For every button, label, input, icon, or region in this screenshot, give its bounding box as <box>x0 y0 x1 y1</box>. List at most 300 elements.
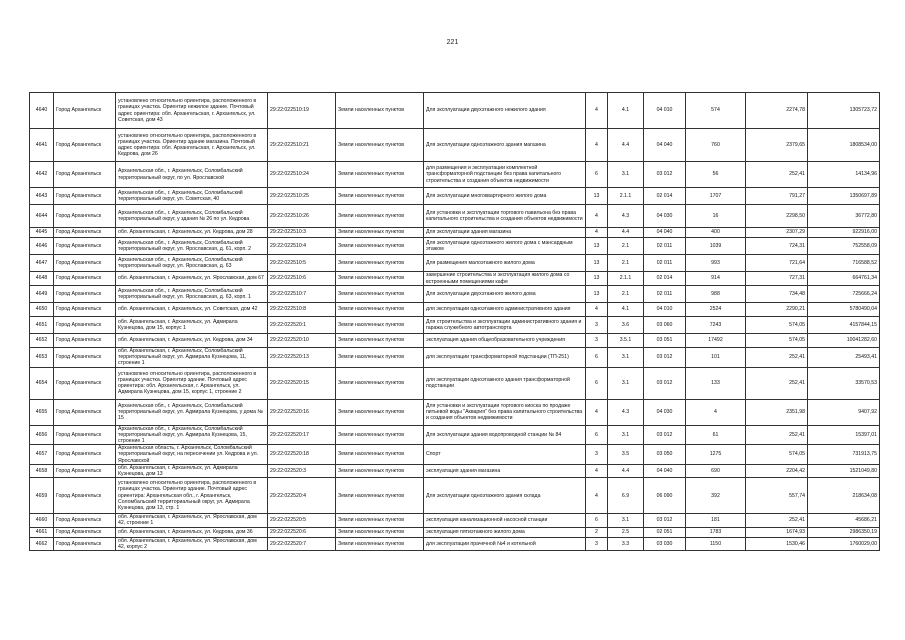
land-registry-table <box>29 92 880 551</box>
cell-cadastral-number: 29:22:022520:4 <box>268 478 336 514</box>
cell-city: Город Архангельск <box>54 334 116 348</box>
cell-address: Архангельская обл., г. Архангельск, Соломбальский территориальный округ, ул. Ярославская, д. 63, корп. 1 <box>116 286 268 303</box>
cell-row-number: 4654 <box>30 367 54 399</box>
cell-city: Город Архангельск <box>54 537 116 550</box>
cell-cadastral-number: 29:22:022520:17 <box>268 425 336 445</box>
cell-cadastral-value: 4157844,15 <box>808 317 880 334</box>
cell-specific-value: 252,41 <box>746 367 808 399</box>
cell-land-category: Земли населенных пунктов <box>336 478 424 514</box>
cell-cadastral-value: 1808534,00 <box>808 129 880 162</box>
cell-city: Город Архангельск <box>54 272 116 286</box>
cell-subgroup: 2.1.1 <box>608 188 644 205</box>
cell-row-number: 4652 <box>30 334 54 348</box>
cell-land-category: Земли населенных пунктов <box>336 162 424 188</box>
cell-cadastral-number: 29:22:022510:8 <box>268 303 336 317</box>
cell-area: 1707 <box>686 188 746 205</box>
cell-cadastral-value: 725666,24 <box>808 286 880 303</box>
cell-cadastral-number: 29:22:022520:13 <box>268 348 336 368</box>
cell-cadastral-value: 25493,41 <box>808 348 880 368</box>
cell-area: 56 <box>686 162 746 188</box>
cell-cadastral-value: 14134,96 <box>808 162 880 188</box>
cell-subgroup: 4.4 <box>608 129 644 162</box>
cell-city: Город Архангельск <box>54 255 116 272</box>
cell-group: 4 <box>586 464 608 477</box>
cell-use-code: 04 040 <box>644 228 686 238</box>
cell-permitted-use: Спорт <box>424 445 586 465</box>
cell-area: 993 <box>686 255 746 272</box>
cell-row-number: 4644 <box>30 205 54 228</box>
cell-subgroup: 2.1 <box>608 286 644 303</box>
cell-address: Архангельская обл., г. Архангельск, Соломбальский территориальный округ, у здания № 26 по ул. Кедрова <box>116 205 268 228</box>
cell-address: установлено относительно ориентира, расположенного в границах участка. Ориентир здание. Почтовый адрес ориентира: Архангельская обл., г. Архангельск, Соломбальский территориальный округ, ул. Адмирала Кузнецова, дом 13, стр. 1 <box>116 478 268 514</box>
cell-use-code: 03 012 <box>644 348 686 368</box>
table-row <box>30 286 880 303</box>
cell-row-number: 4650 <box>30 303 54 317</box>
cell-cadastral-number: 29:22:022510:25 <box>268 188 336 205</box>
cell-land-category: Земли населенных пунктов <box>336 93 424 129</box>
cell-row-number: 4640 <box>30 93 54 129</box>
cell-specific-value: 2298,50 <box>746 205 808 228</box>
cell-subgroup: 2.1 <box>608 238 644 255</box>
cell-cadastral-value: 752558,09 <box>808 238 880 255</box>
cell-address: обл. Архангельская, г. Архангельск, ул. Советская, дом 42 <box>116 303 268 317</box>
cell-cadastral-value: 1760029,00 <box>808 537 880 550</box>
cell-land-category: Земли населенных пунктов <box>336 334 424 348</box>
cell-area: 690 <box>686 464 746 477</box>
cell-cadastral-value: 36772,80 <box>808 205 880 228</box>
cell-area: 392 <box>686 478 746 514</box>
table-row <box>30 317 880 334</box>
cell-subgroup: 4.3 <box>608 205 644 228</box>
cell-group: 13 <box>586 255 608 272</box>
cell-use-code: 04 030 <box>644 205 686 228</box>
registry-body <box>30 93 880 551</box>
cell-use-code: 03 012 <box>644 367 686 399</box>
cell-use-code: 03 051 <box>644 334 686 348</box>
cell-land-category: Земли населенных пунктов <box>336 255 424 272</box>
cell-specific-value: 791,27 <box>746 188 808 205</box>
cell-city: Город Архангельск <box>54 367 116 399</box>
cell-land-category: Земли населенных пунктов <box>336 537 424 550</box>
cell-specific-value: 1674,93 <box>746 527 808 537</box>
cell-row-number: 4653 <box>30 348 54 368</box>
cell-row-number: 4643 <box>30 188 54 205</box>
cell-address: обл. Архангельская, г. Архангельск, ул. Ярославская, дом 67 <box>116 272 268 286</box>
cell-cadastral-value: 10041282,60 <box>808 334 880 348</box>
cell-address: обл. Архангельская, г. Архангельск, ул. Адмирала Кузнецова, дом 15, корпус 1 <box>116 317 268 334</box>
cell-cadastral-value: 9407,92 <box>808 399 880 425</box>
cell-city: Город Архангельск <box>54 303 116 317</box>
cell-permitted-use: эксплуатация канализационной насосной станции <box>424 514 586 527</box>
cell-cadastral-number: 29:22:022510:19 <box>268 93 336 129</box>
cell-address: установлено относительно ориентира, расположенного в границах участка. Ориентир здание. Почтовый адрес ориентира: обл. Архангельская, г. Архангельск, ул. Адмирала Кузнецова, дом 15, корпус 1, строение 2 <box>116 367 268 399</box>
cell-specific-value: 2379,65 <box>746 129 808 162</box>
cell-use-code: 03 030 <box>644 537 686 550</box>
cell-use-code: 04 040 <box>644 129 686 162</box>
cell-group: 13 <box>586 188 608 205</box>
cell-group: 6 <box>586 425 608 445</box>
cell-cadastral-value: 2986350,19 <box>808 527 880 537</box>
cell-subgroup: 3.6 <box>608 317 644 334</box>
cell-area: 2524 <box>686 303 746 317</box>
cell-permitted-use: Для эксплуатации двухэтажного нежилого здания <box>424 93 586 129</box>
cell-permitted-use: для эксплуатации одноэтажного здания трансформаторной подстанции <box>424 367 586 399</box>
cell-subgroup: 4.4 <box>608 228 644 238</box>
cell-group: 3 <box>586 445 608 465</box>
cell-subgroup: 4.1 <box>608 303 644 317</box>
cell-cadastral-number: 29:22:022510:5 <box>268 255 336 272</box>
cell-use-code: 03 060 <box>644 317 686 334</box>
cell-area: 4 <box>686 399 746 425</box>
table-row <box>30 228 880 238</box>
cell-use-code: 02 051 <box>644 527 686 537</box>
cell-area: 17492 <box>686 334 746 348</box>
cell-address: Архангельская область, г. Архангельск, Соломбальский территориальный округ, на пересечении ул. Кедрова и ул. Ярославской <box>116 445 268 465</box>
cell-specific-value: 721,64 <box>746 255 808 272</box>
cell-land-category: Земли населенных пунктов <box>336 425 424 445</box>
cell-cadastral-value: 1521049,80 <box>808 464 880 477</box>
cell-group: 6 <box>586 514 608 527</box>
cell-specific-value: 252,41 <box>746 514 808 527</box>
cell-use-code: 02 011 <box>644 255 686 272</box>
cell-city: Город Архангельск <box>54 317 116 334</box>
cell-land-category: Земли населенных пунктов <box>336 527 424 537</box>
cell-city: Город Архангельск <box>54 286 116 303</box>
table-row <box>30 93 880 129</box>
cell-cadastral-number: 29:22:022510:6 <box>268 272 336 286</box>
cell-cadastral-value: 664761,34 <box>808 272 880 286</box>
cell-city: Город Архангельск <box>54 205 116 228</box>
cell-address: обл. Архангельская, г. Архангельск, ул. Кедрова, дом 34 <box>116 334 268 348</box>
table-row <box>30 537 880 550</box>
cell-city: Город Архангельск <box>54 425 116 445</box>
cell-subgroup: 3.5.1 <box>608 334 644 348</box>
cell-land-category: Земли населенных пунктов <box>336 464 424 477</box>
cell-address: Архангельская обл., г. Архангельск, Соломбальский территориальный округ, ул. Адмирала Кузнецова, 15, строение 1 <box>116 425 268 445</box>
cell-area: 7243 <box>686 317 746 334</box>
cell-area: 988 <box>686 286 746 303</box>
cell-subgroup: 3.1 <box>608 162 644 188</box>
cell-cadastral-value: 218634,08 <box>808 478 880 514</box>
cell-city: Город Архангельск <box>54 162 116 188</box>
cell-group: 4 <box>586 228 608 238</box>
cell-row-number: 4656 <box>30 425 54 445</box>
cell-permitted-use: для эксплуатации трансформаторной подстанции (ТП-251) <box>424 348 586 368</box>
cell-use-code: 02 014 <box>644 188 686 205</box>
cell-row-number: 4651 <box>30 317 54 334</box>
cell-use-code: 02 014 <box>644 272 686 286</box>
table-row <box>30 162 880 188</box>
cell-use-code: 03 012 <box>644 514 686 527</box>
cell-city: Город Архангельск <box>54 445 116 465</box>
cell-row-number: 4647 <box>30 255 54 272</box>
cell-specific-value: 2351,98 <box>746 399 808 425</box>
cell-group: 2 <box>586 527 608 537</box>
cell-specific-value: 2204,42 <box>746 464 808 477</box>
cell-land-category: Земли населенных пунктов <box>336 129 424 162</box>
cell-row-number: 4657 <box>30 445 54 465</box>
cell-subgroup: 4.1 <box>608 93 644 129</box>
cell-area: 914 <box>686 272 746 286</box>
cell-area: 101 <box>686 348 746 368</box>
cell-cadastral-number: 29:22:022510:26 <box>268 205 336 228</box>
table-row <box>30 303 880 317</box>
cell-row-number: 4661 <box>30 527 54 537</box>
table-row <box>30 205 880 228</box>
cell-specific-value: 252,41 <box>746 348 808 368</box>
cell-specific-value: 252,41 <box>746 425 808 445</box>
cell-area: 133 <box>686 367 746 399</box>
cell-city: Город Архангельск <box>54 348 116 368</box>
cell-area: 574 <box>686 93 746 129</box>
cell-row-number: 4662 <box>30 537 54 550</box>
cell-address: обл. Архангельская, г. Архангельск, ул. Ярославская, дом 42, строение 1 <box>116 514 268 527</box>
cell-row-number: 4659 <box>30 478 54 514</box>
table-row <box>30 188 880 205</box>
cell-cadastral-number: 29:22:022520:18 <box>268 445 336 465</box>
table-row <box>30 367 880 399</box>
cell-cadastral-number: 29:22:022520:7 <box>268 537 336 550</box>
cell-cadastral-value: 716588,52 <box>808 255 880 272</box>
cell-row-number: 4645 <box>30 228 54 238</box>
cell-use-code: 06 090 <box>644 478 686 514</box>
cell-specific-value: 557,74 <box>746 478 808 514</box>
cell-cadastral-value: 45686,21 <box>808 514 880 527</box>
cell-specific-value: 2274,78 <box>746 93 808 129</box>
cell-permitted-use: Для установки и эксплуатации торгового павильона без права капитального строительства и создания объектов недвижимости <box>424 205 586 228</box>
cell-cadastral-value: 33570,53 <box>808 367 880 399</box>
cell-permitted-use: Для размещения малоэтажного жилого дома <box>424 255 586 272</box>
cell-address: обл. Архангельская, г. Архангельск, ул. Кедрова, дом 36 <box>116 527 268 537</box>
table-row <box>30 334 880 348</box>
cell-address: обл. Архангельская, г. Архангельск, ул. Кедрова, дом 28 <box>116 228 268 238</box>
table-row <box>30 445 880 465</box>
cell-subgroup: 3.1 <box>608 514 644 527</box>
cell-address: Архангельская обл., г. Архангельск, Соломбальский территориальный округ, ул. Ярославская, д. 61, корп. 2 <box>116 238 268 255</box>
cell-land-category: Земли населенных пунктов <box>336 286 424 303</box>
cell-city: Город Архангельск <box>54 129 116 162</box>
cell-subgroup: 4.3 <box>608 399 644 425</box>
cell-row-number: 4649 <box>30 286 54 303</box>
cell-use-code: 04 010 <box>644 93 686 129</box>
cell-group: 4 <box>586 478 608 514</box>
cell-group: 6 <box>586 367 608 399</box>
cell-land-category: Земли населенных пунктов <box>336 348 424 368</box>
cell-area: 760 <box>686 129 746 162</box>
cell-permitted-use: эксплуатация здания общеобразовательного учреждения <box>424 334 586 348</box>
cell-subgroup: 3.3 <box>608 537 644 550</box>
cell-city: Город Архангельск <box>54 464 116 477</box>
table-row <box>30 527 880 537</box>
cell-permitted-use: эксплуатация здания магазина <box>424 464 586 477</box>
cell-cadastral-value: 922916,00 <box>808 228 880 238</box>
cell-subgroup: 2.1.1 <box>608 272 644 286</box>
cell-area: 16 <box>686 205 746 228</box>
cell-address: Архангельская обл., г. Архангельск, Соломбальский территориальный округ, ул. Советская, 40 <box>116 188 268 205</box>
table-row <box>30 478 880 514</box>
table-row <box>30 348 880 368</box>
cell-area: 1150 <box>686 537 746 550</box>
cell-permitted-use: Для эксплуатации здания магазина <box>424 228 586 238</box>
cell-group: 13 <box>586 238 608 255</box>
cell-permitted-use: Для эксплуатации одноэтажного здания склада <box>424 478 586 514</box>
cell-specific-value: 574,05 <box>746 317 808 334</box>
cell-cadastral-number: 29:22:022520:3 <box>268 464 336 477</box>
cell-use-code: 02 011 <box>644 286 686 303</box>
cell-cadastral-number: 29:22:022520:6 <box>268 527 336 537</box>
cell-specific-value: 2307,29 <box>746 228 808 238</box>
cell-group: 3 <box>586 537 608 550</box>
table-row <box>30 255 880 272</box>
cell-use-code: 03 050 <box>644 445 686 465</box>
cell-cadastral-number: 29:22:022520:16 <box>268 399 336 425</box>
cell-row-number: 4660 <box>30 514 54 527</box>
cell-specific-value: 574,05 <box>746 445 808 465</box>
cell-cadastral-value: 1305723,72 <box>808 93 880 129</box>
cell-area: 1039 <box>686 238 746 255</box>
cell-address: обл. Архангельская, г. Архангельск, ул. Адмирала Кузнецова, дом 13 <box>116 464 268 477</box>
cell-land-category: Земли населенных пунктов <box>336 228 424 238</box>
cell-land-category: Земли населенных пунктов <box>336 514 424 527</box>
cell-area: 1275 <box>686 445 746 465</box>
cell-land-category: Земли населенных пунктов <box>336 205 424 228</box>
cell-land-category: Земли населенных пунктов <box>336 367 424 399</box>
cell-permitted-use: завершение строительства и эксплуатация жилого дома со встроенными помещениями кафе <box>424 272 586 286</box>
cell-city: Город Архангельск <box>54 93 116 129</box>
cell-permitted-use: Для эксплуатации одноэтажного здания магазина <box>424 129 586 162</box>
cell-cadastral-value: 15397,01 <box>808 425 880 445</box>
cell-group: 3 <box>586 317 608 334</box>
table-row <box>30 238 880 255</box>
cell-address: Архангельская обл., г. Архангельск, Соломбальский территориальный округ, ул. Адмирала Кузнецова, у дома № 15 <box>116 399 268 425</box>
cell-permitted-use: Для установки и эксплуатации торгового киоска по продаже питьевой воды "Аквария" без права капитального строительства и создания объектов недвижимости <box>424 399 586 425</box>
cell-use-code: 04 040 <box>644 464 686 477</box>
cell-land-category: Земли населенных пунктов <box>336 399 424 425</box>
table-row <box>30 425 880 445</box>
cell-cadastral-number: 29:22:022510:21 <box>268 129 336 162</box>
cell-cadastral-number: 29:22:022510:7 <box>268 286 336 303</box>
cell-land-category: Земли населенных пунктов <box>336 238 424 255</box>
cell-group: 4 <box>586 129 608 162</box>
cell-subgroup: 2.5 <box>608 527 644 537</box>
cell-row-number: 4658 <box>30 464 54 477</box>
cell-cadastral-number: 29:22:022520:10 <box>268 334 336 348</box>
cell-cadastral-number: 29:22:022510:3 <box>268 228 336 238</box>
cell-subgroup: 3.1 <box>608 367 644 399</box>
cell-row-number: 4648 <box>30 272 54 286</box>
cell-city: Город Архангельск <box>54 514 116 527</box>
cell-address: Архангельская обл., г. Архангельск, Соломбальский территориальный округ, по ул. Ярославской <box>116 162 268 188</box>
cell-subgroup: 2.1 <box>608 255 644 272</box>
cell-cadastral-value: 731913,75 <box>808 445 880 465</box>
cell-group: 4 <box>586 303 608 317</box>
cell-land-category: Земли населенных пунктов <box>336 272 424 286</box>
cell-city: Город Архангельск <box>54 399 116 425</box>
cell-permitted-use: эксплуатация пятиэтажного жилого дома <box>424 527 586 537</box>
cell-cadastral-number: 29:22:022510:4 <box>268 238 336 255</box>
cell-area: 400 <box>686 228 746 238</box>
cell-specific-value: 574,05 <box>746 334 808 348</box>
cell-group: 3 <box>586 334 608 348</box>
cell-specific-value: 734,48 <box>746 286 808 303</box>
table-row <box>30 514 880 527</box>
cell-cadastral-number: 29:22:022520:5 <box>268 514 336 527</box>
cell-permitted-use: Для эксплуатации здания водопроводной станции № 84 <box>424 425 586 445</box>
cell-land-category: Земли населенных пунктов <box>336 188 424 205</box>
cell-subgroup: 3.1 <box>608 425 644 445</box>
cell-area: 181 <box>686 514 746 527</box>
cell-cadastral-number: 29:22:022520:1 <box>268 317 336 334</box>
table-row <box>30 464 880 477</box>
cell-specific-value: 2290,21 <box>746 303 808 317</box>
cell-permitted-use: Для эксплуатации многоквартирного жилого дома <box>424 188 586 205</box>
cell-group: 6 <box>586 162 608 188</box>
cell-use-code: 04 010 <box>644 303 686 317</box>
cell-specific-value: 252,41 <box>746 162 808 188</box>
table-row <box>30 399 880 425</box>
cell-subgroup: 3.5 <box>608 445 644 465</box>
cell-address: установлено относительно ориентира, расположенного в границах участка. Ориентир нежилое здание. Почтовый адрес ориентира: обл. Архангельская, г. Архангельск, ул. Советская, дом 43 <box>116 93 268 129</box>
cell-group: 6 <box>586 348 608 368</box>
cell-row-number: 4646 <box>30 238 54 255</box>
cell-permitted-use: Для эксплуатации двухэтажного жилого дома <box>424 286 586 303</box>
cell-city: Город Архангельск <box>54 228 116 238</box>
cell-city: Город Архангельск <box>54 527 116 537</box>
table-row <box>30 129 880 162</box>
cell-address: обл. Архангельская, г. Архангельск, ул. Ярославская, дом 42, корпус 2 <box>116 537 268 550</box>
cell-row-number: 4655 <box>30 399 54 425</box>
cell-permitted-use: для эксплуатации одноэтажного административного здания <box>424 303 586 317</box>
cell-group: 4 <box>586 205 608 228</box>
cell-use-code: 03 012 <box>644 425 686 445</box>
cell-row-number: 4641 <box>30 129 54 162</box>
cell-subgroup: 3.1 <box>608 348 644 368</box>
cell-group: 13 <box>586 272 608 286</box>
cell-cadastral-value: 1350697,89 <box>808 188 880 205</box>
cell-land-category: Земли населенных пунктов <box>336 445 424 465</box>
cell-address: установлено относительно ориентира, расположенного в границах участка. Ориентир здание магазина. Почтовый адрес ориентира: обл. Архангельская, г. Архангельск, ул. Кедрова, дом 26 <box>116 129 268 162</box>
cell-group: 4 <box>586 93 608 129</box>
cell-specific-value: 724,31 <box>746 238 808 255</box>
cell-land-category: Земли населенных пунктов <box>336 317 424 334</box>
cell-subgroup: 6.9 <box>608 478 644 514</box>
cell-specific-value: 1530,46 <box>746 537 808 550</box>
cell-permitted-use: для размещения и эксплуатации комплектной трансформаторной подстанции без права капитального строительства и создания объектов недвижимости <box>424 162 586 188</box>
cell-subgroup: 4.4 <box>608 464 644 477</box>
cell-specific-value: 727,31 <box>746 272 808 286</box>
cell-land-category: Земли населенных пунктов <box>336 303 424 317</box>
cell-group: 4 <box>586 399 608 425</box>
cell-cadastral-value: 5780490,04 <box>808 303 880 317</box>
cell-use-code: 03 012 <box>644 162 686 188</box>
cell-use-code: 02 011 <box>644 238 686 255</box>
cell-permitted-use: Для эксплуатации одноэтажного жилого дома с мансардным этажом <box>424 238 586 255</box>
cell-area: 61 <box>686 425 746 445</box>
cell-permitted-use: Для строительства и эксплуатации административного здания и гаража служебного автотранспорта <box>424 317 586 334</box>
cell-address: Архангельская обл., г. Архангельск, Соломбальский территориальный округ, ул. Ярославская, д. 63 <box>116 255 268 272</box>
cell-row-number: 4642 <box>30 162 54 188</box>
cell-permitted-use: для эксплуатации прачечной №4 и котельной <box>424 537 586 550</box>
table-row <box>30 272 880 286</box>
cell-city: Город Архангельск <box>54 238 116 255</box>
page-number: 221 <box>446 39 459 46</box>
cell-area: 1783 <box>686 527 746 537</box>
cell-use-code: 04 030 <box>644 399 686 425</box>
cell-cadastral-number: 29:22:022510:24 <box>268 162 336 188</box>
cell-group: 13 <box>586 286 608 303</box>
cell-city: Город Архангельск <box>54 478 116 514</box>
cell-city: Город Архангельск <box>54 188 116 205</box>
